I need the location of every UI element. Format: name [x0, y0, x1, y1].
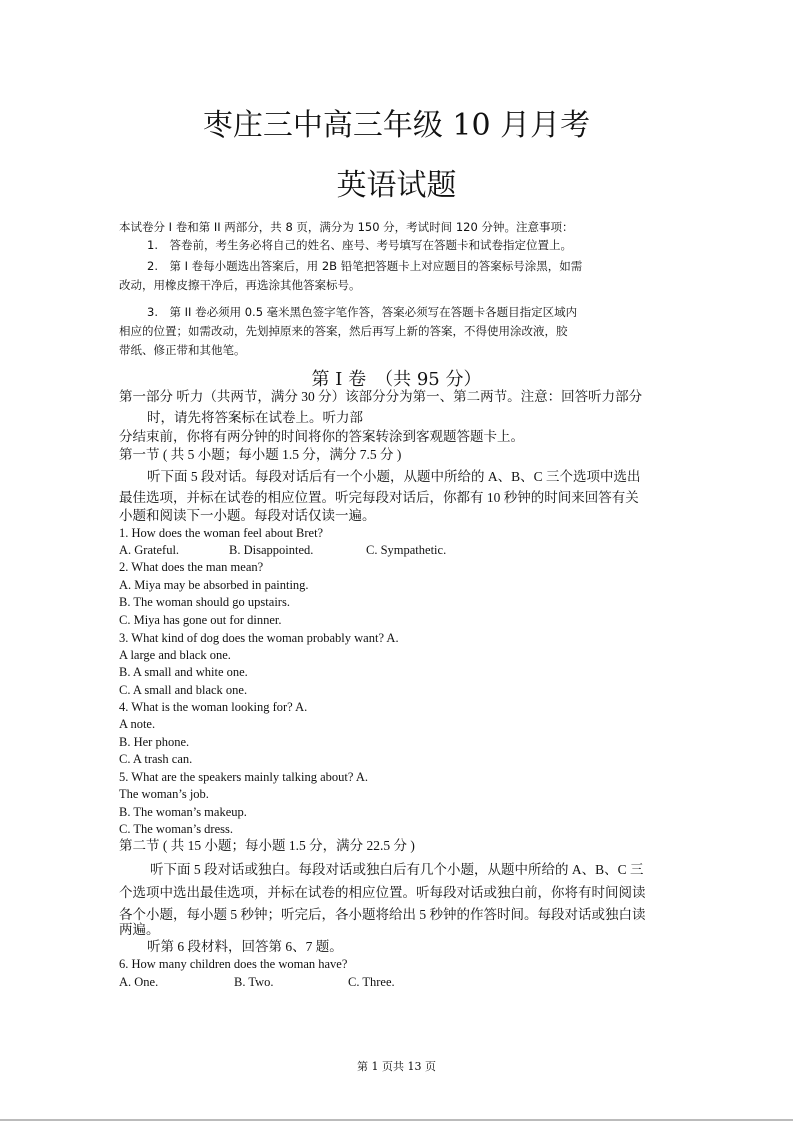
instruction-line: 个选项中选出最佳选项，并标在试卷的相应位置。听每段对话或独白前，你将有时间阅读: [119, 885, 646, 900]
instruction-line: 两遍。: [119, 922, 160, 937]
option: C. Miya has gone out for dinner.: [119, 613, 282, 627]
question-1: 1. How does the woman feel about Bret?: [119, 526, 324, 540]
note-line: 2. 第 I 卷每小题选出答案后，用 2B 铅笔把答题卡上对应题目的答案标号涂黑，如需: [147, 259, 583, 273]
note-line: 带纸、修正带和其他笔。: [119, 343, 246, 357]
section2-heading: 第二节 ( 共 15 小题；每小题 1.5 分，满分 22.5 分 ): [119, 838, 415, 853]
question-5: 5. What are the speakers mainly talking about? A.: [119, 770, 368, 784]
part1-line: 时，请先将答案标在试卷上。听力部: [147, 410, 363, 425]
page-edge: [0, 1119, 793, 1121]
q1-option-c: C. Sympathetic.: [366, 543, 447, 557]
note-line: 3. 第 II 卷必须用 0.5 毫米黑色签字笔作答，答案必须写在答题卡各题目指定区域内: [147, 305, 578, 319]
question-3: 3. What kind of dog does the woman probably want? A.: [119, 631, 399, 645]
note-line: 改动，用橡皮擦干净后，再选涂其他答案标号。: [119, 278, 361, 292]
option: C. The woman’s dress.: [119, 822, 233, 836]
option: B. A small and white one.: [119, 665, 248, 679]
instruction-line: 小题和阅读下一小题。每段对话仅读一遍。: [119, 508, 376, 523]
option: C. A small and black one.: [119, 683, 248, 697]
q6-option-b: B. Two.: [234, 975, 274, 989]
material-line: 听第 6 段材料，回答第 6、7 题。: [147, 939, 343, 954]
q6-option-a: A. One.: [119, 975, 159, 989]
section1-heading: 第一节 ( 共 5 小题；每小题 1.5 分，满分 7.5 分 ): [119, 447, 402, 462]
option: A large and black one.: [119, 648, 231, 662]
option: The woman’s job.: [119, 787, 209, 801]
option: B. Her phone.: [119, 735, 190, 749]
option: B. The woman’s makeup.: [119, 805, 247, 819]
instruction-line: 各个小题，每小题 5 秒钟；听完后，各小题将给出 5 秒钟的作答时间。每段对话或独白读: [119, 907, 646, 922]
option: A note.: [119, 717, 156, 731]
instruction-line: 最佳选项，并标在试卷的相应位置。听完每段对话后，你都有 10 秒钟的时间来回答有关: [119, 490, 639, 505]
page-footer: 第 1 页共 13 页: [357, 1060, 436, 1073]
part1-line: 分结束前，你将有两分钟的时间将你的答案转涂到客观题答题卡上。: [119, 429, 524, 444]
instruction-line: 听下面 5 段对话。每段对话后有一个小题，从题中所给的 A、B、C 三个选项中选出: [147, 469, 641, 484]
document-title: 枣庄三中高三年级 10 月月考: [202, 108, 591, 143]
document-subtitle: 英语试题: [336, 168, 457, 203]
option: B. The woman should go upstairs.: [119, 595, 290, 609]
volume-heading: 第 I 卷 （共 95 分）: [311, 369, 482, 390]
instruction-line: 听下面 5 段对话或独白。每段对话或独白后有几个小题，从题中所给的 A、B、C 三: [150, 862, 644, 877]
question-4: 4. What is the woman looking for? A.: [119, 700, 308, 714]
part1-line: 第一部分 听力（共两节，满分 30 分）该部分分为第一、第二两节。注意：回答听力部分: [119, 389, 643, 404]
option: A. Miya may be absorbed in painting.: [119, 578, 309, 592]
intro-text: 本试卷分 I 卷和第 II 两部分，共 8 页，满分为 150 分，考试时间 120 分钟。注意事项：: [119, 220, 574, 234]
q1-option-a: A. Grateful.: [119, 543, 180, 557]
option: C. A trash can.: [119, 752, 193, 766]
q6-option-c: C. Three.: [348, 975, 395, 989]
q1-option-b: B. Disappointed.: [229, 543, 314, 557]
note-line: 相应的位置；如需改动，先划掉原来的答案，然后再写上新的答案，不得使用涂改液，胶: [119, 324, 568, 338]
question-6: 6. How many children does the woman have?: [119, 957, 348, 971]
question-2: 2. What does the man mean?: [119, 560, 264, 574]
note-line: 1. 答卷前，考生务必将自己的姓名、座号、考号填写在答题卡和试卷指定位置上。: [147, 238, 572, 252]
